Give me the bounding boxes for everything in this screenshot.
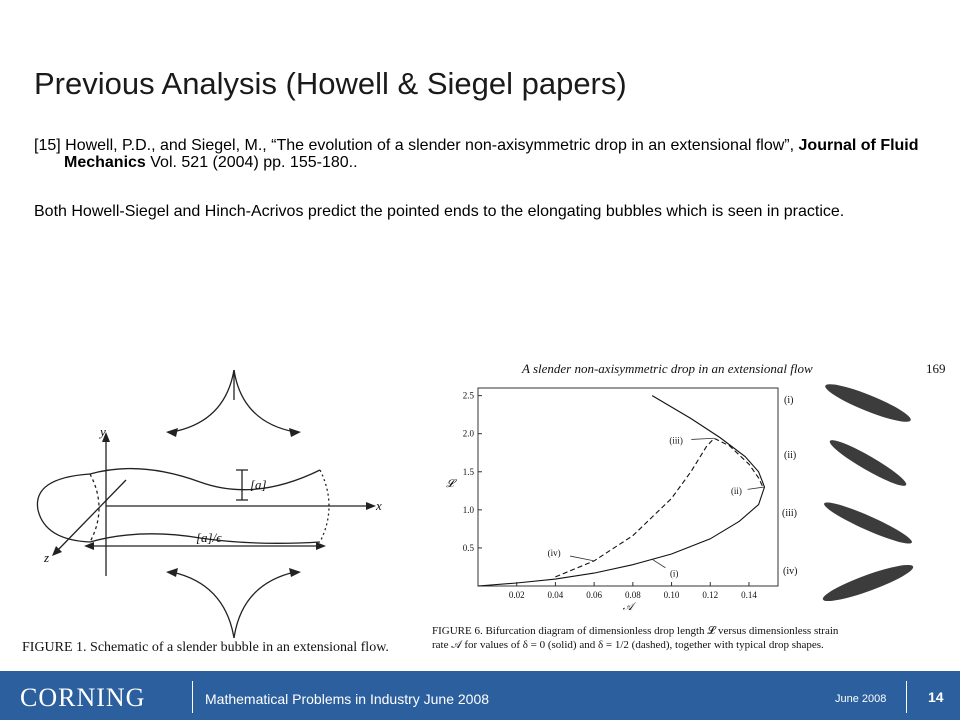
x-axis-label: 𝒜 [622,601,634,613]
y-axis-label: 𝓛 [446,478,454,490]
figure-right-caption-line1: FIGURE 6. Bifurcation diagram of dimensionless drop length 𝓛 versus dimensionless strain [432,625,839,637]
label-z: z [44,550,50,565]
chart-plot-area [446,388,778,613]
y-tick-label: 2.0 [462,428,474,439]
x-tick-label: 0.10 [663,590,680,600]
bubble-schematic [20,360,420,660]
drop-shapes [820,378,916,607]
flow-streamline-bottom [172,572,234,638]
flow-streamline-top-right [234,370,295,432]
corning-logo: CORNING [20,683,146,712]
drop-label-iii: (iii) [782,508,797,519]
footer-separator-right [906,681,907,713]
drop-shape-iv [820,559,916,607]
drop-label-iv: (iv) [783,566,798,577]
footer-bar [0,671,960,720]
figure-right-header: A slender non-axisymmetric drop in an extensional flow [522,361,813,376]
x-tick-label: 0.02 [508,590,525,600]
y-tick-label: 1.5 [462,466,474,477]
footer-separator [192,681,193,713]
footer-date: June 2008 [835,693,887,705]
drop-label-i: (i) [784,395,794,406]
reference-citation [34,137,944,171]
label-length: [a]/ϵ [196,530,222,545]
drop-shape-ii [826,435,909,491]
x-tick-label: 0.14 [741,590,757,600]
drop-label-ii: (ii) [784,450,797,461]
body-paragraph: Both Howell-Siegel and Hinch-Acrivos predict the pointed ends to the elongating bubbles which is seen in practice. [34,203,845,220]
figure-right-page-number: 169 [926,361,946,376]
label-a: [a] [250,477,267,492]
drop-shape-iii [821,497,914,549]
annotation-leader [748,487,765,489]
y-tick-label: 1.0 [462,504,474,515]
annotation-label: (iv) [547,547,561,558]
series-line-dashed [555,438,762,577]
annotation-leader [570,556,594,561]
annotation-label: (i) [669,568,679,579]
annotation-label: (iii) [669,435,683,446]
annotation-leader [652,559,665,567]
x-tick-label: 0.08 [624,590,641,600]
label-y: y [100,424,106,439]
reference-prefix: [15] Howell, P.D., and Siegel, M., “The evolution of a slender non-axisymmetric drop in an extensional flow”, [34,137,799,154]
x-tick-label: 0.04 [547,590,564,600]
figure-right [428,358,948,658]
page-number: 14 [928,689,944,705]
footer-text: Mathematical Problems in Industry June 2008 [205,691,490,707]
figure-right-caption-line2: rate 𝒜 for values of δ = 0 (solid) and δ = 1/2 (dashed), together with typical drop shapes. [432,639,824,651]
reference-suffix: Vol. 521 (2004) pp. 155-180.. [145,154,358,171]
y-tick-label: 2.5 [462,390,474,401]
journal-name: Journal of Fluid Mechanics [64,137,919,171]
drop-shape-i [822,378,913,427]
figure-left [20,360,420,660]
x-tick-label: 0.12 [702,590,719,600]
figure-left-caption: FIGURE 1. Schematic of a slender bubble in an extensional flow. [22,640,389,655]
series-line-solid [478,396,765,586]
y-tick-label: 0.5 [462,542,474,553]
label-x: x [376,498,382,513]
x-tick-label: 0.06 [586,590,603,600]
annotation-leader [691,438,714,439]
flow-streamline-bottom-right [234,572,295,638]
annotation-label: (ii) [730,486,742,496]
slide-title: Previous Analysis (Howell & Siegel papers) [34,66,627,101]
bifurcation-diagram [428,358,948,658]
flow-streamline-top [172,370,234,432]
